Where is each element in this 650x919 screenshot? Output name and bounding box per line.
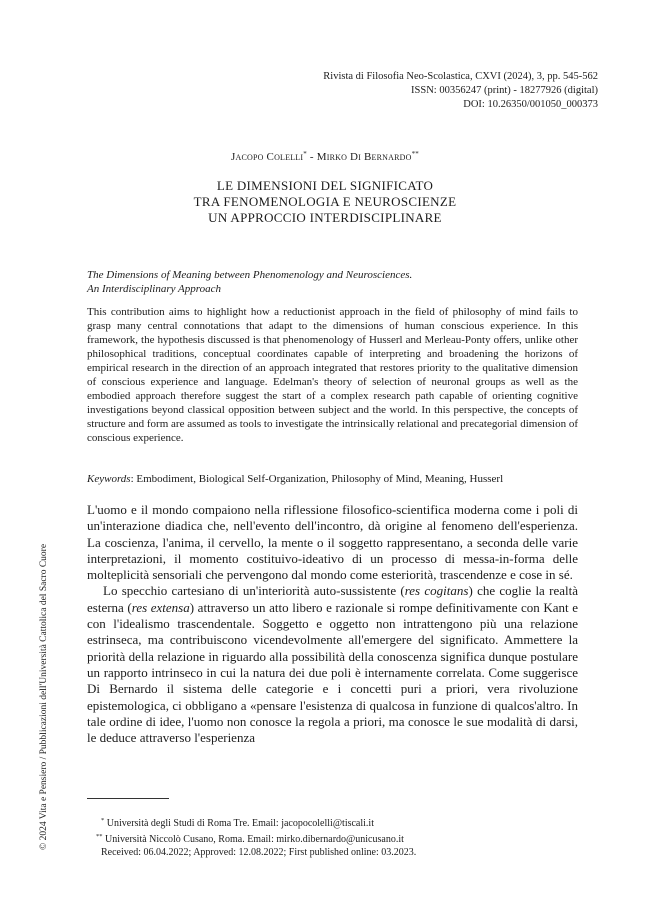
- author-name: Mirko Di Bernardo: [316, 151, 412, 163]
- abstract: This contribution aims to highlight how a reductionist approach in the field of philosophy of mind fails to grasp many central connotations that adapt to the dimensions of human conscious experience. In this framework, the hypothesis discussed is that phenomenology of Husserl and Merleau-Ponty offers, unlike other philosophical traditions, conceptual coordinates capable of interpreting and broadening the horizons of empirical research in the direction of an approach integrated that restores priority to the qualitative dimension of conscious experience and language. Edelman's theory of selection of neuronal groups as well as the embodied approach therefore suggest the start of a complex research path capable of orienting cognitive investigations beyond classical opposition between subject and the world. In this perspective, the concepts of structure and form are assumed as tools to investigate the intrinsically relational and precategorial dimension of conscious experience.: [87, 306, 578, 444]
- author-separator: -: [306, 151, 317, 163]
- footnote-1: [87, 814, 587, 830]
- title-line: UN APPROCCIO INTERDISCIPLINARE: [208, 210, 442, 225]
- keywords-label: Keywords: [87, 473, 131, 485]
- keywords-list: : Embodiment, Biological Self-Organization, Philosophy of Mind, Meaning, Husserl: [130, 473, 504, 485]
- footnote-mark: *: [303, 150, 307, 158]
- latin-term: res cogitans: [404, 583, 469, 599]
- copyright-sidebar: © 2024 Vita e Pensiero / Pubblicazioni dell'Università Cattolica del Sacro Cuore: [39, 543, 49, 850]
- title-line: TRA FENOMENOLOGIA E NEUROSCIENZE: [193, 194, 457, 209]
- body-paragraph: [87, 583, 578, 746]
- body-paragraph: L'uomo e il mondo compaiono nella riflessione filosofico-scientifica moderna come i poli di un'interazione diadica che, nell'evento dell'incontro, dà origine al fenomeno dell'esperienza. La coscienza, l'anima, il cervello, la mente o il soggetto rappresentano, a seconda delle varie interpretazioni, il momento costituivo-ideativo di un processo di messa-in-forma delle molteplicità sensoriali che pervengono dal mondo come esteriorità, trascendenze e cose in sé.: [87, 502, 578, 583]
- body-text-run: Lo specchio cartesiano di un'interiorità auto-sussistente (: [103, 583, 405, 599]
- footnote-mark: **: [411, 150, 419, 158]
- journal-doi: DOI: 10.26350/001050_000373: [463, 99, 598, 110]
- footnotes: [87, 814, 587, 859]
- author-name: Jacopo Colelli: [230, 151, 304, 163]
- article-title: [0, 178, 650, 226]
- received-dates: Received: 06.04.2022; Approved: 12.08.2022; First published online: 03.2023.: [101, 847, 417, 858]
- footnote-text: Università degli Studi di Roma Tre. Email: jacopocolelli@tiscali.it: [104, 818, 374, 829]
- english-title: [87, 268, 587, 296]
- footnote-text: Università Niccolò Cusano, Roma. Email: mirko.dibernardo@unicusano.it: [102, 834, 404, 845]
- english-title-line: The Dimensions of Meaning between Phenomenology and Neurosciences.: [87, 269, 413, 281]
- latin-term: res extensa: [131, 599, 190, 615]
- journal-info: [178, 70, 598, 112]
- title-line: LE DIMENSIONI DEL SIGNIFICATO: [216, 178, 434, 193]
- footnote-2: [87, 830, 587, 846]
- article-body: [87, 502, 578, 746]
- journal-citation: Rivista di Filosofia Neo-Scolastica, CXVI (2024), 3, pp. 545-562: [323, 71, 598, 82]
- body-text-run: ) attraverso un atto libero e razionale si rompe definitivamente con Kant e con l'idealismo trascendentale. Soggetto e oggetto non intrattengono più una relazione estrinseca, ma contribuiscono vicendevolmente all'emergere del significato. Ammettere la priorità della relazione in riguardo alla possibilità della conoscenza significa dunque postulare un rapporto intrinseco in cui la natura dei due poli è internamente correlata. Come suggerisce Di Bernardo il sistema delle categorie e i concetti puri a priori, vera rivoluzione epistemologica, ci obbligano a «pensare l'esistenza di qualcosa in funzione di qualcos'altro. In tale ordine di idee, l'uomo non conosce la regola a priori, ma conosce le sue modalità di darsi, le deduce attraverso l'esperienza: [87, 599, 579, 746]
- footnote-mark: **: [96, 833, 103, 840]
- authors-line: [0, 150, 650, 163]
- body-text-run: ) che coglie la realtà esterna (: [87, 583, 578, 615]
- footnote-mark: *: [101, 817, 105, 824]
- footnote-divider: [87, 798, 169, 799]
- journal-issn: ISSN: 00356247 (print) - 18277926 (digital): [411, 85, 598, 96]
- english-title-line: An Interdisciplinary Approach: [87, 283, 222, 295]
- keywords: [87, 472, 578, 486]
